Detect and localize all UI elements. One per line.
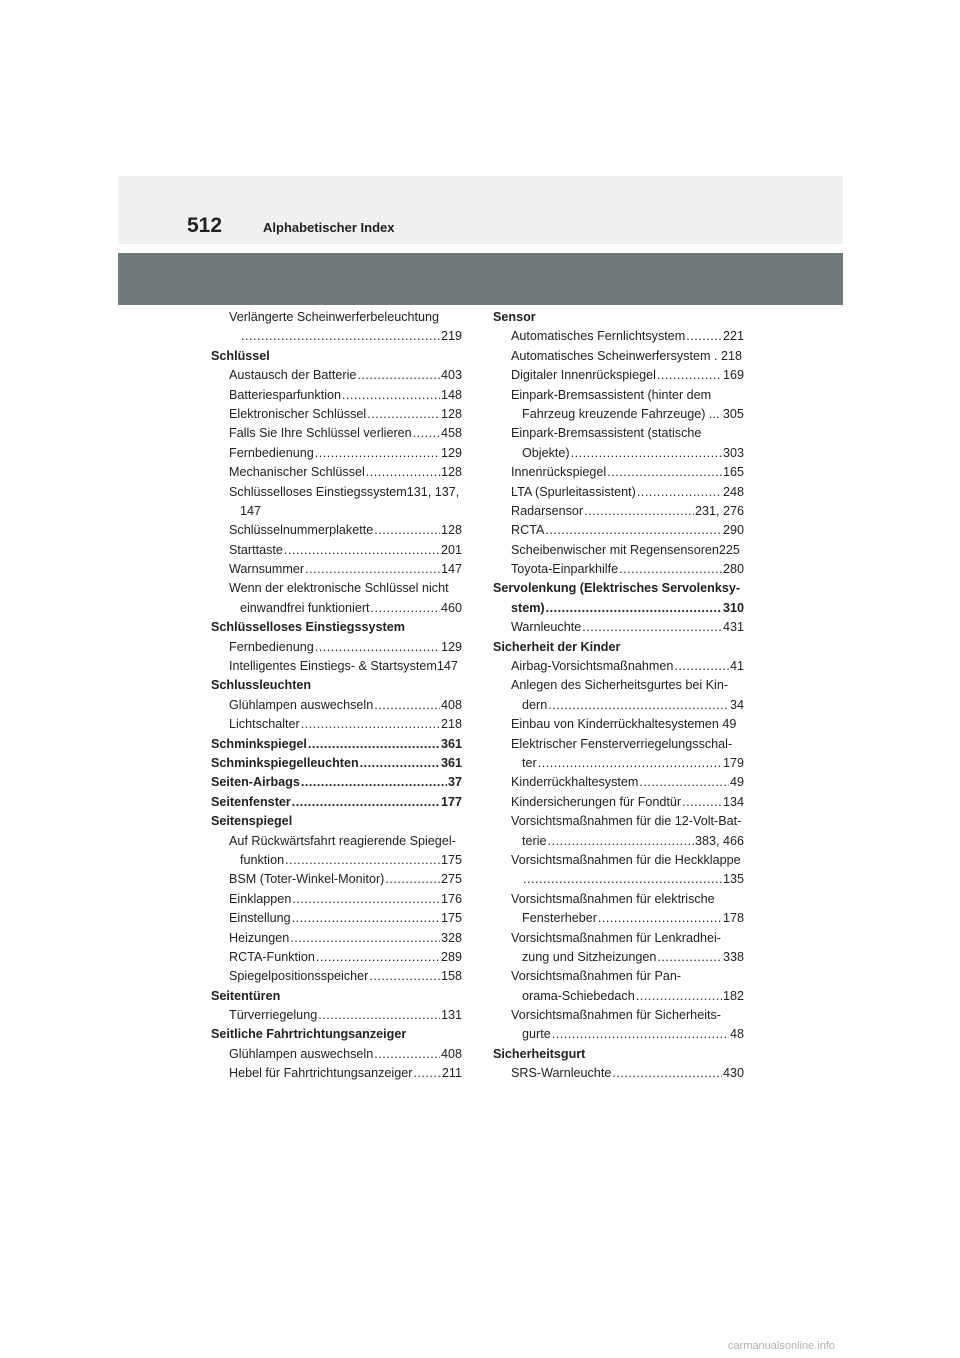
index-line: Einpark-Bremsassistent (hinter dem <box>511 387 712 402</box>
page-reference: 221 <box>722 329 744 344</box>
page-reference: 338 <box>722 949 744 964</box>
dot-leader <box>292 909 440 928</box>
dot-leader <box>582 618 722 637</box>
index-entry <box>211 521 462 540</box>
dot-leader <box>612 1064 722 1083</box>
index-entry <box>211 541 462 560</box>
dot-leader <box>607 463 722 482</box>
page-reference: 211 <box>441 1066 462 1081</box>
index-entry-text: Seiten-Airbags <box>211 775 300 790</box>
index-entry <box>211 1006 462 1025</box>
page-reference: 129 <box>440 639 462 654</box>
dot-leader <box>657 948 722 967</box>
index-entry-text: Mechanischer Schlüssel <box>229 465 365 480</box>
index-entry-text: LTA (Spurleitassistent) <box>511 484 636 499</box>
index-heading: Seitliche Fahrtrichtungsanzeiger <box>211 1027 407 1042</box>
page-reference: 169 <box>722 368 744 383</box>
index-entry-text: Fensterheber <box>522 911 597 926</box>
index-line: Fahrzeug kreuzende Fahrzeuge) ... 305 <box>522 406 744 421</box>
page-reference: 158 <box>440 969 462 984</box>
page-reference: 177 <box>440 794 462 809</box>
index-line: Verlängerte Scheinwerferbeleuchtung <box>229 310 440 324</box>
index-entry <box>493 948 744 967</box>
dot-leader <box>639 773 729 792</box>
dot-leader <box>241 327 440 346</box>
index-entry <box>211 1064 462 1083</box>
page-reference: 361 <box>440 736 462 751</box>
page-reference: 218 <box>440 717 462 732</box>
index-line: Wenn der elektronische Schlüssel nicht <box>229 581 449 596</box>
dot-leader <box>301 715 440 734</box>
index-heading: Seitentüren <box>211 988 281 1003</box>
dot-leader <box>374 1045 440 1064</box>
index-entry-text: RCTA <box>511 523 545 538</box>
page-reference: 361 <box>440 755 462 770</box>
index-entry <box>493 793 744 812</box>
index-entry-text: Objekte) <box>522 445 570 460</box>
index-entry-text: Schminkspiegelleuchten <box>211 755 359 770</box>
page-reference: 165 <box>722 465 744 480</box>
index-entry <box>211 444 462 463</box>
index-heading: Servolenkung (Elektrisches Servolenksy- <box>493 581 741 596</box>
index-column-left <box>211 308 462 1084</box>
dot-leader <box>619 560 722 579</box>
index-entry <box>493 366 744 385</box>
index-heading: Sicherheit der Kinder <box>493 639 621 654</box>
index-entry-text: orama-Schiebedach <box>522 988 635 1003</box>
index-entry-text: Fernbedienung <box>229 639 314 654</box>
index-entry-text: Kindersicherungen für Fondtür <box>511 794 682 809</box>
page-reference: 280 <box>722 562 744 577</box>
dot-leader <box>598 909 722 928</box>
page-reference: 460 <box>440 600 462 615</box>
index-line: Auf Rückwärtsfahrt reagierende Spiegel- <box>229 833 456 848</box>
index-entry <box>493 560 744 579</box>
index-entry-text: Spiegelpositionsspeicher <box>229 969 369 984</box>
index-entry <box>493 696 744 715</box>
index-line: Vorsichtsmaßnahmen für die 12-Volt-Bat- <box>511 814 742 829</box>
index-entry <box>211 754 462 773</box>
dot-leader <box>413 424 440 443</box>
page-reference: 328 <box>440 930 462 945</box>
index-entry <box>493 521 744 540</box>
index-heading: Sicherheitsgurt <box>493 1046 586 1061</box>
page-reference: 178 <box>722 911 744 926</box>
index-entry-text: Austausch der Batterie <box>229 368 357 383</box>
index-entry <box>211 948 462 967</box>
index-entry <box>493 483 744 502</box>
index-entry <box>211 1045 462 1064</box>
index-entry-text: BSM (Toter-Winkel-Monitor) <box>229 872 385 887</box>
dot-leader <box>369 967 440 986</box>
index-entry <box>211 560 462 579</box>
dot-leader <box>374 521 440 540</box>
index-entry <box>493 444 744 463</box>
dot-leader <box>360 754 440 773</box>
header-band <box>118 253 843 305</box>
index-entry <box>211 386 462 405</box>
page-reference: 219 <box>440 329 462 344</box>
page-number: 512 <box>187 214 223 237</box>
index-line: Vorsichtsmaßnahmen für Lenkradhei- <box>511 930 721 945</box>
index-line: Einpark-Bremsassistent (statische <box>511 426 702 441</box>
index-entry-text: ter <box>522 755 537 770</box>
index-entry-text: Schminkspiegel <box>211 736 307 751</box>
header-bar <box>118 176 843 244</box>
page-reference: 128 <box>440 406 462 421</box>
page-reference: 128 <box>440 523 462 538</box>
index-entry <box>493 870 744 889</box>
index-heading: Schlussleuchten <box>211 678 312 693</box>
dot-leader <box>342 386 440 405</box>
index-entry <box>211 793 462 812</box>
page-reference: 182 <box>722 988 744 1003</box>
index-line: Schlüsselloses Einstiegssystem131, 137, <box>229 484 460 499</box>
page-reference: 231, 276 <box>694 503 744 518</box>
index-entry <box>493 1025 744 1044</box>
index-entry <box>493 599 744 618</box>
index-entry-text: Seitenfenster <box>211 794 291 809</box>
index-entry <box>493 754 744 773</box>
index-entry <box>493 987 744 1006</box>
index-entry <box>211 773 462 792</box>
index-entry-text: Warnleuchte <box>511 620 582 635</box>
page-reference: 34 <box>729 697 744 712</box>
dot-leader <box>548 696 729 715</box>
index-entry <box>493 502 744 521</box>
index-heading: Seitenspiegel <box>211 814 293 829</box>
index-entry-text: Einstellung <box>229 911 291 926</box>
index-line: Vorsichtsmaßnahmen für elektrische <box>511 891 715 906</box>
index-entry-text: Hebel für Fahrtrichtungsanzeiger <box>229 1066 413 1081</box>
index-entry-text: Fernbedienung <box>229 445 314 460</box>
index-entry-text: Warnsummer <box>229 562 305 577</box>
index-entry-text: SRS-Warnleuchte <box>511 1066 612 1081</box>
index-line: Scheibenwischer mit Regensensoren225 <box>511 542 740 557</box>
page-reference: 176 <box>440 891 462 906</box>
page-reference: 147 <box>440 562 462 577</box>
dot-leader <box>315 444 440 463</box>
index-entry-text: Schlüsselnummerplakette <box>229 523 374 538</box>
dot-leader <box>571 444 722 463</box>
index-line: Einbau von Kinderrückhaltesystemen 49 <box>511 717 737 732</box>
index-entry <box>211 890 462 909</box>
index-heading: Schlüsselloses Einstiegssystem <box>211 620 405 635</box>
index-entry-text: stem) <box>511 600 545 615</box>
index-entry <box>211 735 462 754</box>
index-column-right <box>493 308 744 1084</box>
dot-leader <box>367 405 440 424</box>
page-reference: 275 <box>440 872 462 887</box>
page-reference: 179 <box>722 755 744 770</box>
index-entry-text: zung und Sitzheizungen <box>522 949 657 964</box>
page-reference: 403 <box>440 368 462 383</box>
index-entry-text: Elektronischer Schlüssel <box>229 406 367 421</box>
dot-leader <box>636 987 722 1006</box>
index-entry <box>493 773 744 792</box>
dot-leader <box>538 754 722 773</box>
index-entry-text: Digitaler Innenrückspiegel <box>511 368 656 383</box>
page-reference: 129 <box>440 445 462 460</box>
index-entry-text: Batteriesparfunktion <box>229 387 342 402</box>
index-entry <box>211 638 462 657</box>
dot-leader <box>357 366 440 385</box>
index-entry-text: Kinderrückhaltesystem <box>511 775 639 790</box>
index-line: 147 <box>240 503 262 518</box>
index-entry <box>493 832 744 851</box>
page-reference: 135 <box>722 872 744 887</box>
index-entry <box>493 1064 744 1083</box>
index-line: Anlegen des Sicherheitsgurtes bei Kin- <box>511 678 729 693</box>
index-entry <box>211 967 462 986</box>
index-entry <box>211 696 462 715</box>
index-entry-text: Automatisches Fernlichtsystem <box>511 329 686 344</box>
dot-leader <box>523 870 722 889</box>
index-entry-text: Einklappen <box>229 891 292 906</box>
page-reference: 201 <box>440 542 462 557</box>
page-reference: 131 <box>440 1008 462 1023</box>
index-entry <box>211 929 462 948</box>
dot-leader <box>316 948 440 967</box>
page-reference: 310 <box>722 600 744 615</box>
dot-leader <box>374 696 440 715</box>
dot-leader <box>548 832 694 851</box>
page-reference: 175 <box>440 911 462 926</box>
index-entry <box>211 405 462 424</box>
index-entry <box>211 366 462 385</box>
dot-leader <box>301 773 447 792</box>
page-reference: 128 <box>440 465 462 480</box>
index-entry <box>211 870 462 889</box>
index-entry <box>211 909 462 928</box>
index-heading: Schlüssel <box>211 348 270 363</box>
index-line: Elektrischer Fensterverriegelungsschal- <box>511 736 733 751</box>
page-reference: 37 <box>447 775 462 790</box>
index-entry-text: terie <box>522 833 547 848</box>
page-reference: 383, 466 <box>694 833 744 848</box>
page-reference: 48 <box>729 1027 744 1042</box>
dot-leader <box>292 890 440 909</box>
dot-leader <box>674 657 729 676</box>
index-entry <box>211 463 462 482</box>
dot-leader <box>385 870 440 889</box>
index-entry <box>211 851 462 870</box>
dot-leader <box>315 638 440 657</box>
index-entry-text: Radarsensor <box>511 503 584 518</box>
page-reference: 289 <box>440 949 462 964</box>
page-reference: 41 <box>729 659 744 674</box>
index-entry-text: Falls Sie Ihre Schlüssel verlieren <box>229 426 412 441</box>
index-entry-text: Starttaste <box>229 542 283 557</box>
page-reference: 175 <box>440 852 462 867</box>
page-reference: 290 <box>722 523 744 538</box>
dot-leader <box>284 541 440 560</box>
index-entry-text: Toyota-Einparkhilfe <box>511 562 619 577</box>
page-reference: 248 <box>722 484 744 499</box>
page-reference: 408 <box>440 697 462 712</box>
index-line: Automatisches Scheinwerfersystem . 218 <box>511 348 742 363</box>
index-line: Intelligentes Einstiegs- & Startsystem147 <box>229 659 458 674</box>
dot-leader <box>682 793 722 812</box>
index-entry <box>211 715 462 734</box>
index-heading: Sensor <box>493 310 536 324</box>
index-entry <box>493 327 744 346</box>
index-entry-text: Heizungen <box>229 930 290 945</box>
page-reference: 303 <box>722 445 744 460</box>
dot-leader <box>657 366 722 385</box>
dot-leader <box>308 735 440 754</box>
dot-leader <box>371 599 440 618</box>
index-entry <box>211 599 462 618</box>
page-reference: 134 <box>722 794 744 809</box>
index-entry <box>211 424 462 443</box>
dot-leader <box>318 1006 440 1025</box>
page-reference: 408 <box>440 1046 462 1061</box>
index-entry-text: dern <box>522 697 548 712</box>
dot-leader <box>292 793 440 812</box>
index-line: Vorsichtsmaßnahmen für Pan- <box>511 969 682 984</box>
page-reference: 430 <box>722 1066 744 1081</box>
page-reference: 148 <box>440 387 462 402</box>
index-entry <box>493 657 744 676</box>
dot-leader <box>545 521 722 540</box>
dot-leader <box>285 851 440 870</box>
index-line: Vorsichtsmaßnahmen für Sicherheits- <box>511 1008 721 1023</box>
index-entry <box>493 909 744 928</box>
dot-leader <box>552 1025 729 1044</box>
index-entry-text: Türverriegelung <box>229 1008 318 1023</box>
index-entry-text: einwandfrei funktioniert <box>240 600 370 615</box>
dot-leader <box>366 463 440 482</box>
index-entry <box>493 463 744 482</box>
dot-leader <box>686 327 722 346</box>
watermark: carmanualsonline.info <box>728 1340 836 1352</box>
page-reference: 431 <box>722 620 744 635</box>
dot-leader <box>290 929 440 948</box>
index-entry-text: RCTA-Funktion <box>229 949 315 964</box>
index-line: Vorsichtsmaßnahmen für die Heckklappe <box>511 852 741 867</box>
section-title: Alphabetischer Index <box>263 220 395 235</box>
dot-leader <box>305 560 440 579</box>
index-entry-text: Airbag-Vorsichtsmaßnahmen <box>511 659 674 674</box>
dot-leader <box>413 1064 441 1083</box>
index-entry-text: funktion <box>240 852 285 867</box>
index-entry-text: Glühlampen auswechseln <box>229 697 374 712</box>
index-entry <box>493 618 744 637</box>
index-entry-text: gurte <box>522 1027 551 1042</box>
page-reference: 49 <box>729 775 744 790</box>
index-entry-text: Innenrückspiegel <box>511 465 607 480</box>
index-entry-text: Glühlampen auswechseln <box>229 1046 374 1061</box>
dot-leader <box>546 599 722 618</box>
dot-leader <box>584 502 694 521</box>
index-entry-text: Lichtschalter <box>229 717 300 732</box>
dot-leader <box>637 483 722 502</box>
page-reference: 458 <box>440 426 462 441</box>
index-entry <box>211 327 462 346</box>
